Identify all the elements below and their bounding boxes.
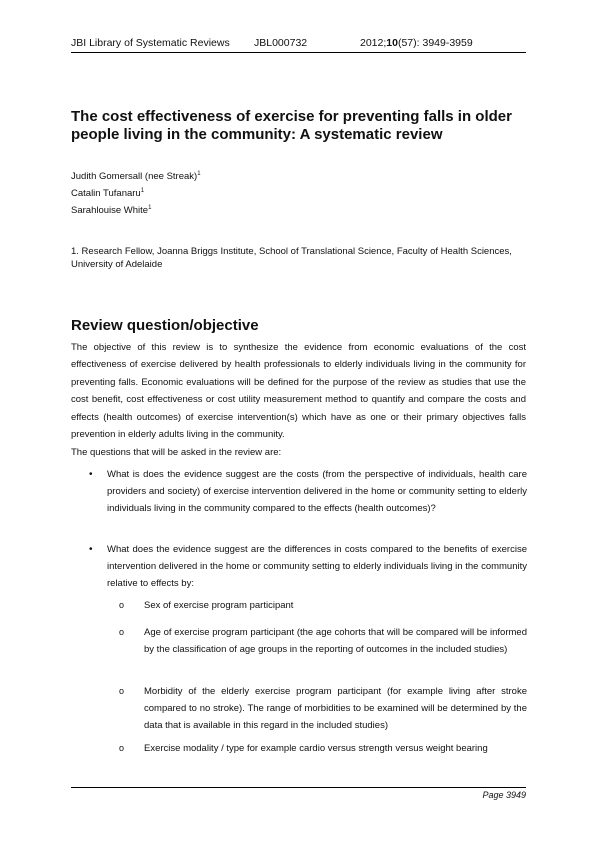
bullet-text: What does the evidence suggest are the differences in costs compared to the benefits of exercise intervention delivered in the home or community setting to elderly individuals living in the community relative to effects by: [107, 544, 527, 590]
sub-bullet-marker: o [119, 743, 125, 753]
sub-bullet-item [119, 624, 527, 658]
sub-bullet-text: Age of exercise program participant (the age cohorts that will be compared will be informed by the classification of age groups in the reporting of outcomes in the included studies) [144, 627, 527, 656]
header-rule [71, 52, 526, 53]
sub-bullet-text: Exercise modality / type for example cardio versus strength versus weight bearing [144, 743, 488, 754]
affiliation-marker: 1 [148, 205, 152, 211]
footer-rule [71, 787, 526, 788]
citation-issue-pages: (57): 3949-3959 [397, 37, 473, 49]
article-title: The cost effectiveness of exercise for preventing falls in older people living in the community: A systematic review [71, 108, 512, 143]
sub-bullet-text: Sex of exercise program participant [144, 600, 294, 611]
objective-paragraph: The objective of this review is to synthesize the evidence from economic evaluations of the cost effectiveness of exercise delivered by health professionals to elderly individuals living in the community for preventing falls. Economic evaluations will be defined for the purpose of the review as studies that use the cost benefit, cost effectiveness or cost utility measurement method to quantify and compare the costs and effects (health outcomes) of exercise intervention(s) which have as one or their primary objectives falls prevention in elderly adults living in the community. [71, 342, 526, 441]
article-id: JBL000732 [254, 37, 308, 49]
bullet-text: What is does the evidence suggest are the costs (from the perspective of individuals, health care providers and society) of exercise intervention delivered in the home or community setting to elderly individuals living in the community compared to the effects (health outcomes)? [107, 469, 527, 515]
citation [360, 36, 473, 50]
page-number: Page 3949 [482, 790, 526, 800]
bullet-icon: • [89, 469, 93, 480]
sub-bullet-item [119, 683, 527, 735]
section-heading: Review question/objective [71, 317, 259, 334]
affiliation: 1. Research Fellow, Joanna Briggs Institute, School of Translational Science, Faculty of Health Sciences, University of Adelaide [71, 246, 512, 270]
bullet-item [89, 466, 527, 518]
affiliation-marker: 1 [140, 188, 145, 194]
author: Catalin Tufanaru$^1$ [71, 188, 145, 199]
sub-bullet-item [119, 740, 527, 757]
author-list [71, 168, 201, 219]
sub-bullet-marker: o [119, 600, 125, 610]
author: Judith Gomersall (nee Streak)$^1$ [71, 171, 201, 182]
journal-name: JBI Library of Systematic Reviews [71, 37, 230, 49]
sub-bullet-item [119, 597, 527, 614]
running-header [71, 36, 526, 50]
questions-intro: The questions that will be asked in the review are: [71, 447, 282, 458]
author: Sarahlouise White$^1$ [71, 205, 152, 216]
bullet-icon: • [89, 544, 93, 555]
sub-bullet-text: Morbidity of the elderly exercise program participant (for example living after stroke compared to no stroke). The range of morbidities to be examined will be determined by the data that is available in this regard in the included studies) [144, 686, 527, 732]
citation-year: 2012; [360, 37, 387, 49]
citation-volume: 10 [386, 37, 398, 49]
bullet-item [89, 541, 527, 593]
sub-bullet-marker: o [119, 627, 125, 637]
affiliation-marker: 1 [197, 171, 201, 177]
sub-bullet-marker: o [119, 686, 125, 696]
